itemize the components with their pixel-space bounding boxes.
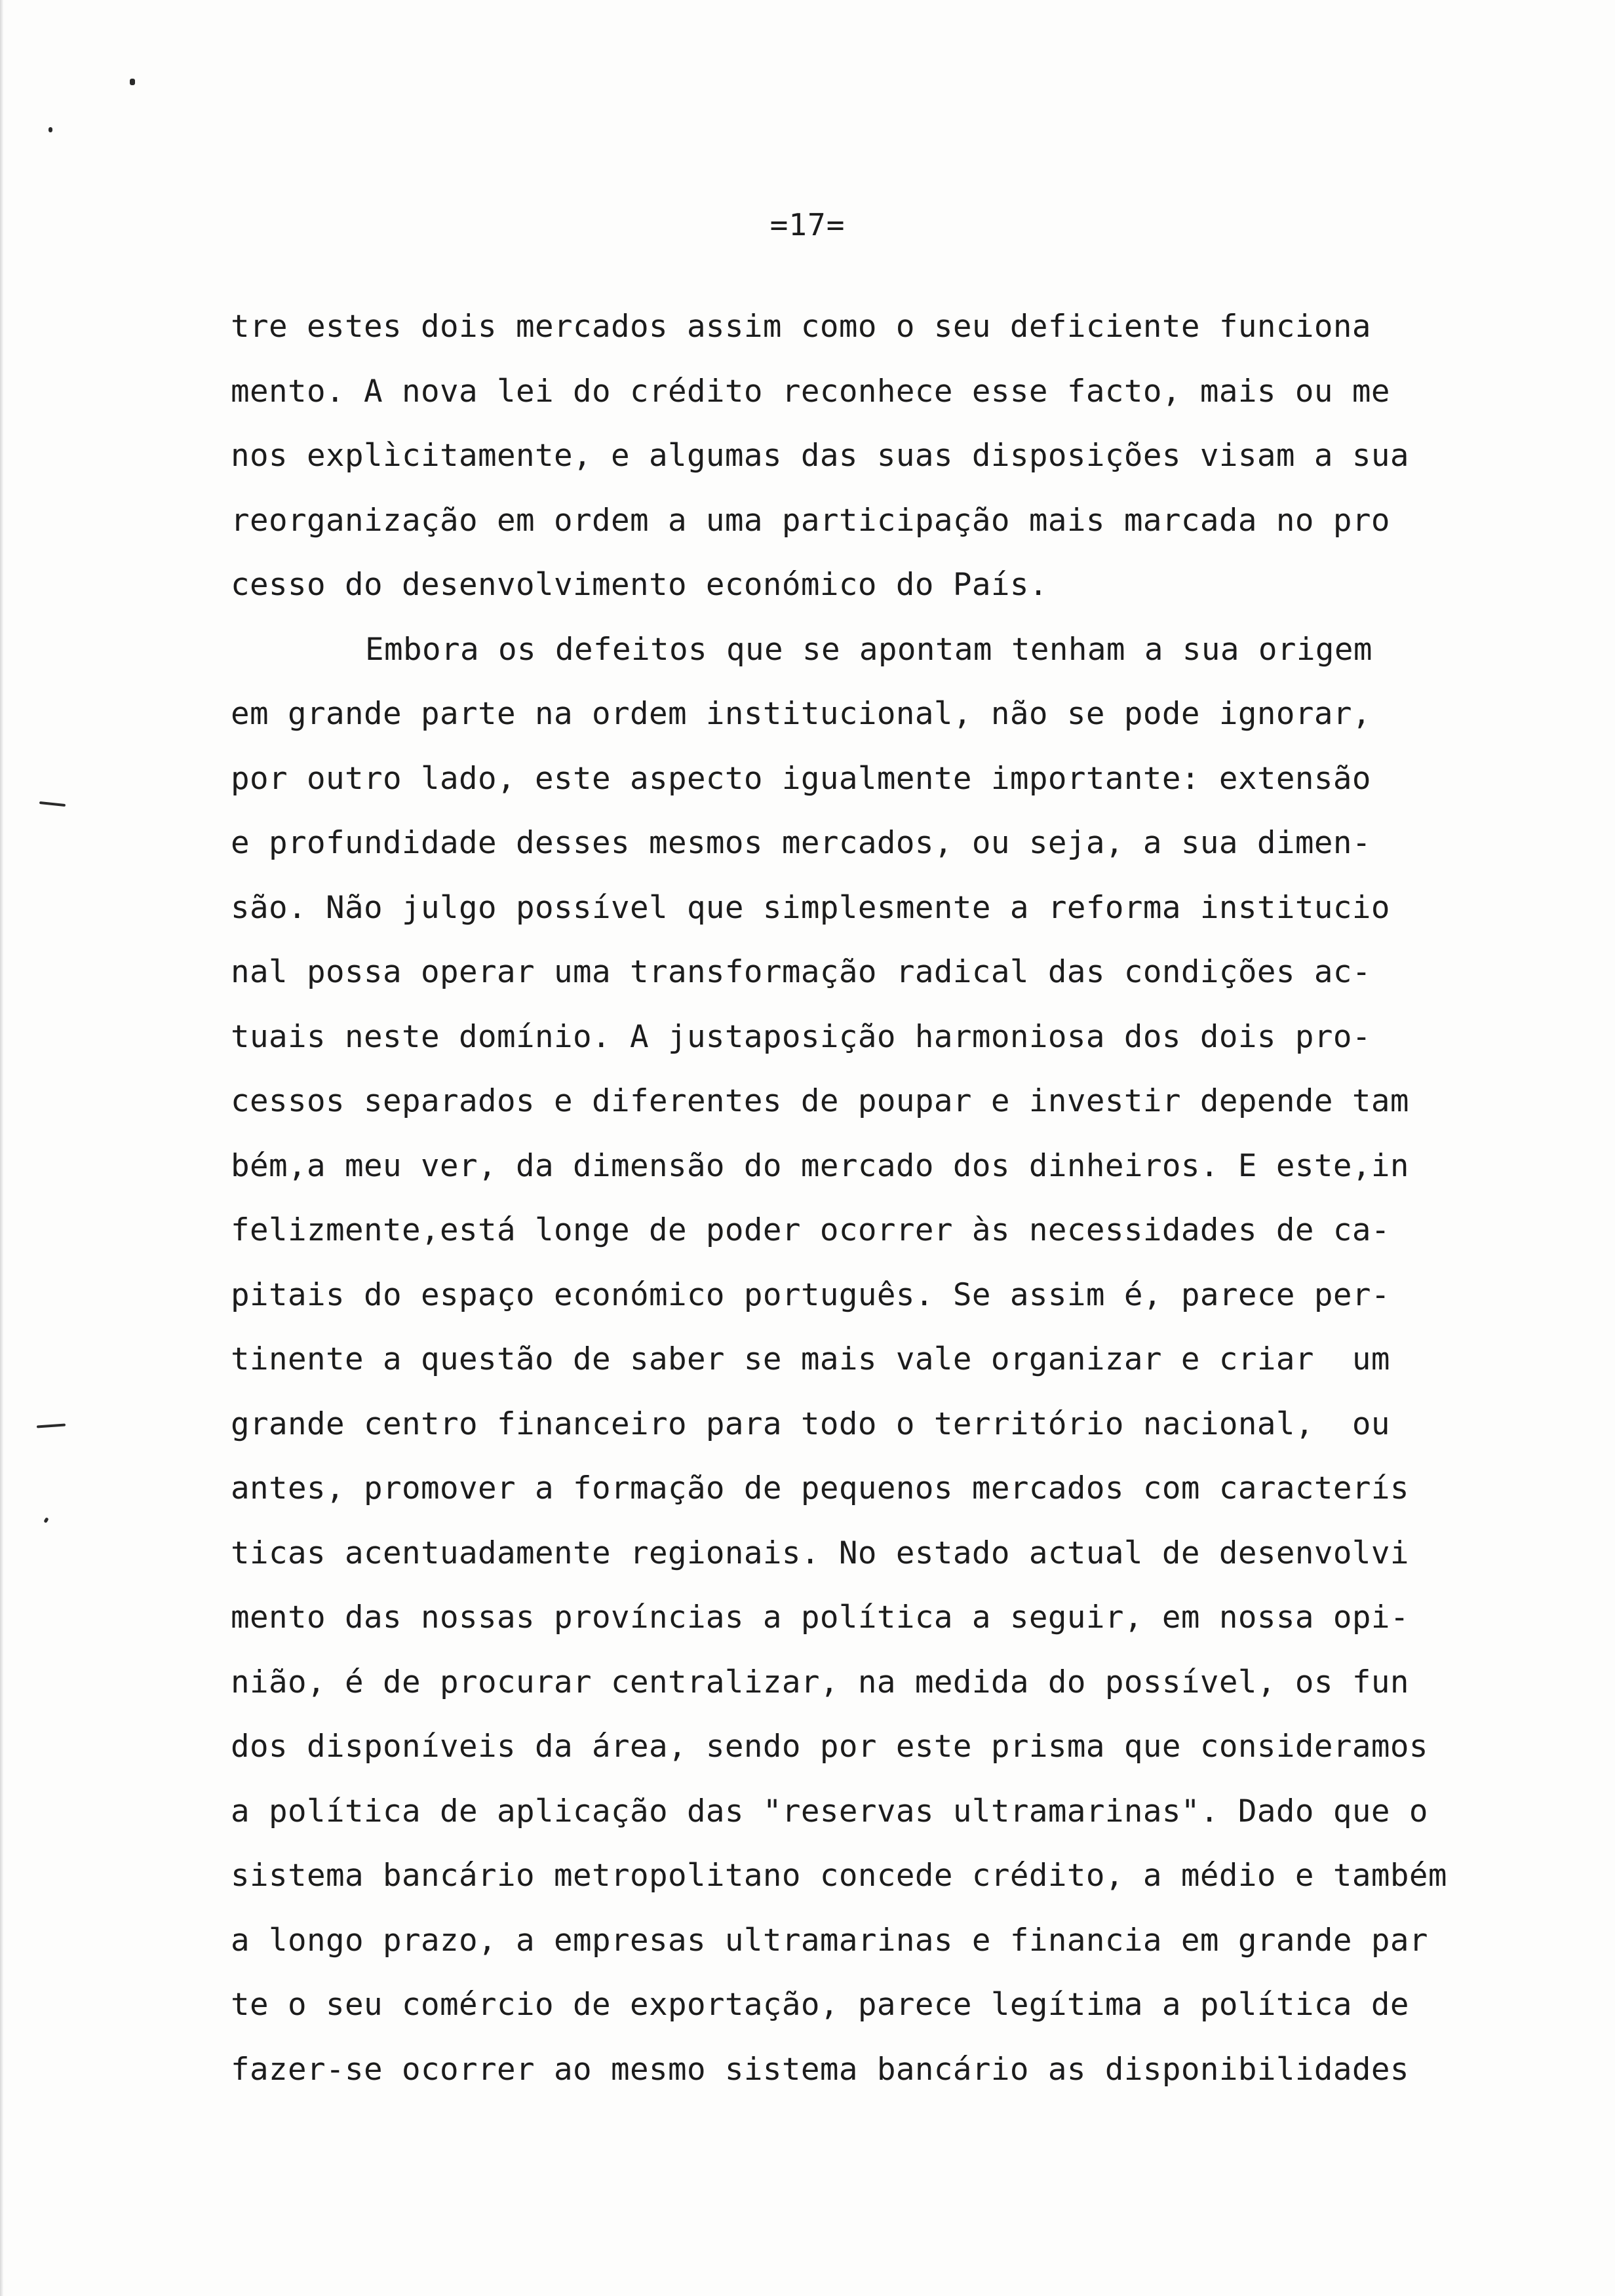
text-line: cessos separados e diferentes de poupar e investir depende tam [231, 1083, 1409, 1119]
text-line: grande centro financeiro para todo o território nacional, ou [231, 1406, 1390, 1442]
text-line: mento. A nova lei do crédito reconhece esse facto, mais ou me [231, 373, 1390, 410]
scan-speck [49, 127, 52, 132]
text-line: tuais neste domínio. A justaposição harmoniosa dos dois pro- [231, 1018, 1371, 1055]
text-line: são. Não julgo possível que simplesmente a reforma institucio [231, 889, 1390, 926]
text-line: e profundidade desses mesmos mercados, ou seja, a sua dimen- [231, 825, 1371, 861]
margin-mark [39, 801, 66, 807]
text-line: dos disponíveis da área, sendo por este prisma que consideramos [231, 1729, 1428, 1765]
text-line: fazer-se ocorrer ao mesmo sistema bancário as disponibilidades [231, 2051, 1409, 2088]
text-line: a longo prazo, a empresas ultramarinas e financia em grande par [231, 1922, 1428, 1959]
text-line: cesso do desenvolvimento económico do País. [231, 567, 1048, 603]
text-line: bém,a meu ver, da dimensão do mercado dos dinheiros. E este,in [231, 1147, 1409, 1184]
margin-mark [43, 1517, 49, 1523]
text-line: nião, é de procurar centralizar, na medida do possível, os fun [231, 1664, 1409, 1700]
text-line: tinente a questão de saber se mais vale organizar e criar um [231, 1341, 1390, 1377]
text-line: nal possa operar uma transformação radical das condições ac- [231, 954, 1371, 990]
page-number: =17= [769, 207, 846, 242]
text-line: reorganização em ordem a uma participação mais marcada no pro [231, 502, 1390, 539]
paragraph-first-line: Embora os defeitos que se apontam tenham a sua origem [365, 631, 1372, 668]
text-line: te o seu comércio de exportação, parece legítima a política de [231, 1987, 1409, 2023]
text-line: sistema bancário metropolitano concede crédito, a médio e também [231, 1858, 1447, 1894]
scan-edge [0, 0, 4, 2296]
text-line: mento das nossas províncias a política a seguir, em nossa opi- [231, 1599, 1409, 1636]
margin-mark [37, 1423, 66, 1428]
text-line: tre estes dois mercados assim como o seu deficiente funciona [231, 309, 1371, 345]
text-line: ticas acentuadamente regionais. No estado actual de desenvolvi [231, 1535, 1409, 1571]
text-line: em grande parte na ordem institucional, não se pode ignorar, [231, 696, 1371, 732]
text-line: felizmente,está longe de poder ocorrer às necessidades de ca- [231, 1212, 1390, 1248]
text-line: por outro lado, este aspecto igualmente importante: extensão [231, 760, 1371, 797]
body-text [231, 304, 1476, 2111]
text-line: antes, promover a formação de pequenos mercados com caracterís [231, 1470, 1409, 1506]
text-line: a política de aplicação das "reservas ultramarinas". Dado que o [231, 1793, 1428, 1829]
scan-speck [130, 79, 135, 85]
text-line: nos explìcitamente, e algumas das suas disposições visam a sua [231, 438, 1409, 474]
text-line: pitais do espaço económico português. Se assim é, parece per- [231, 1276, 1390, 1313]
